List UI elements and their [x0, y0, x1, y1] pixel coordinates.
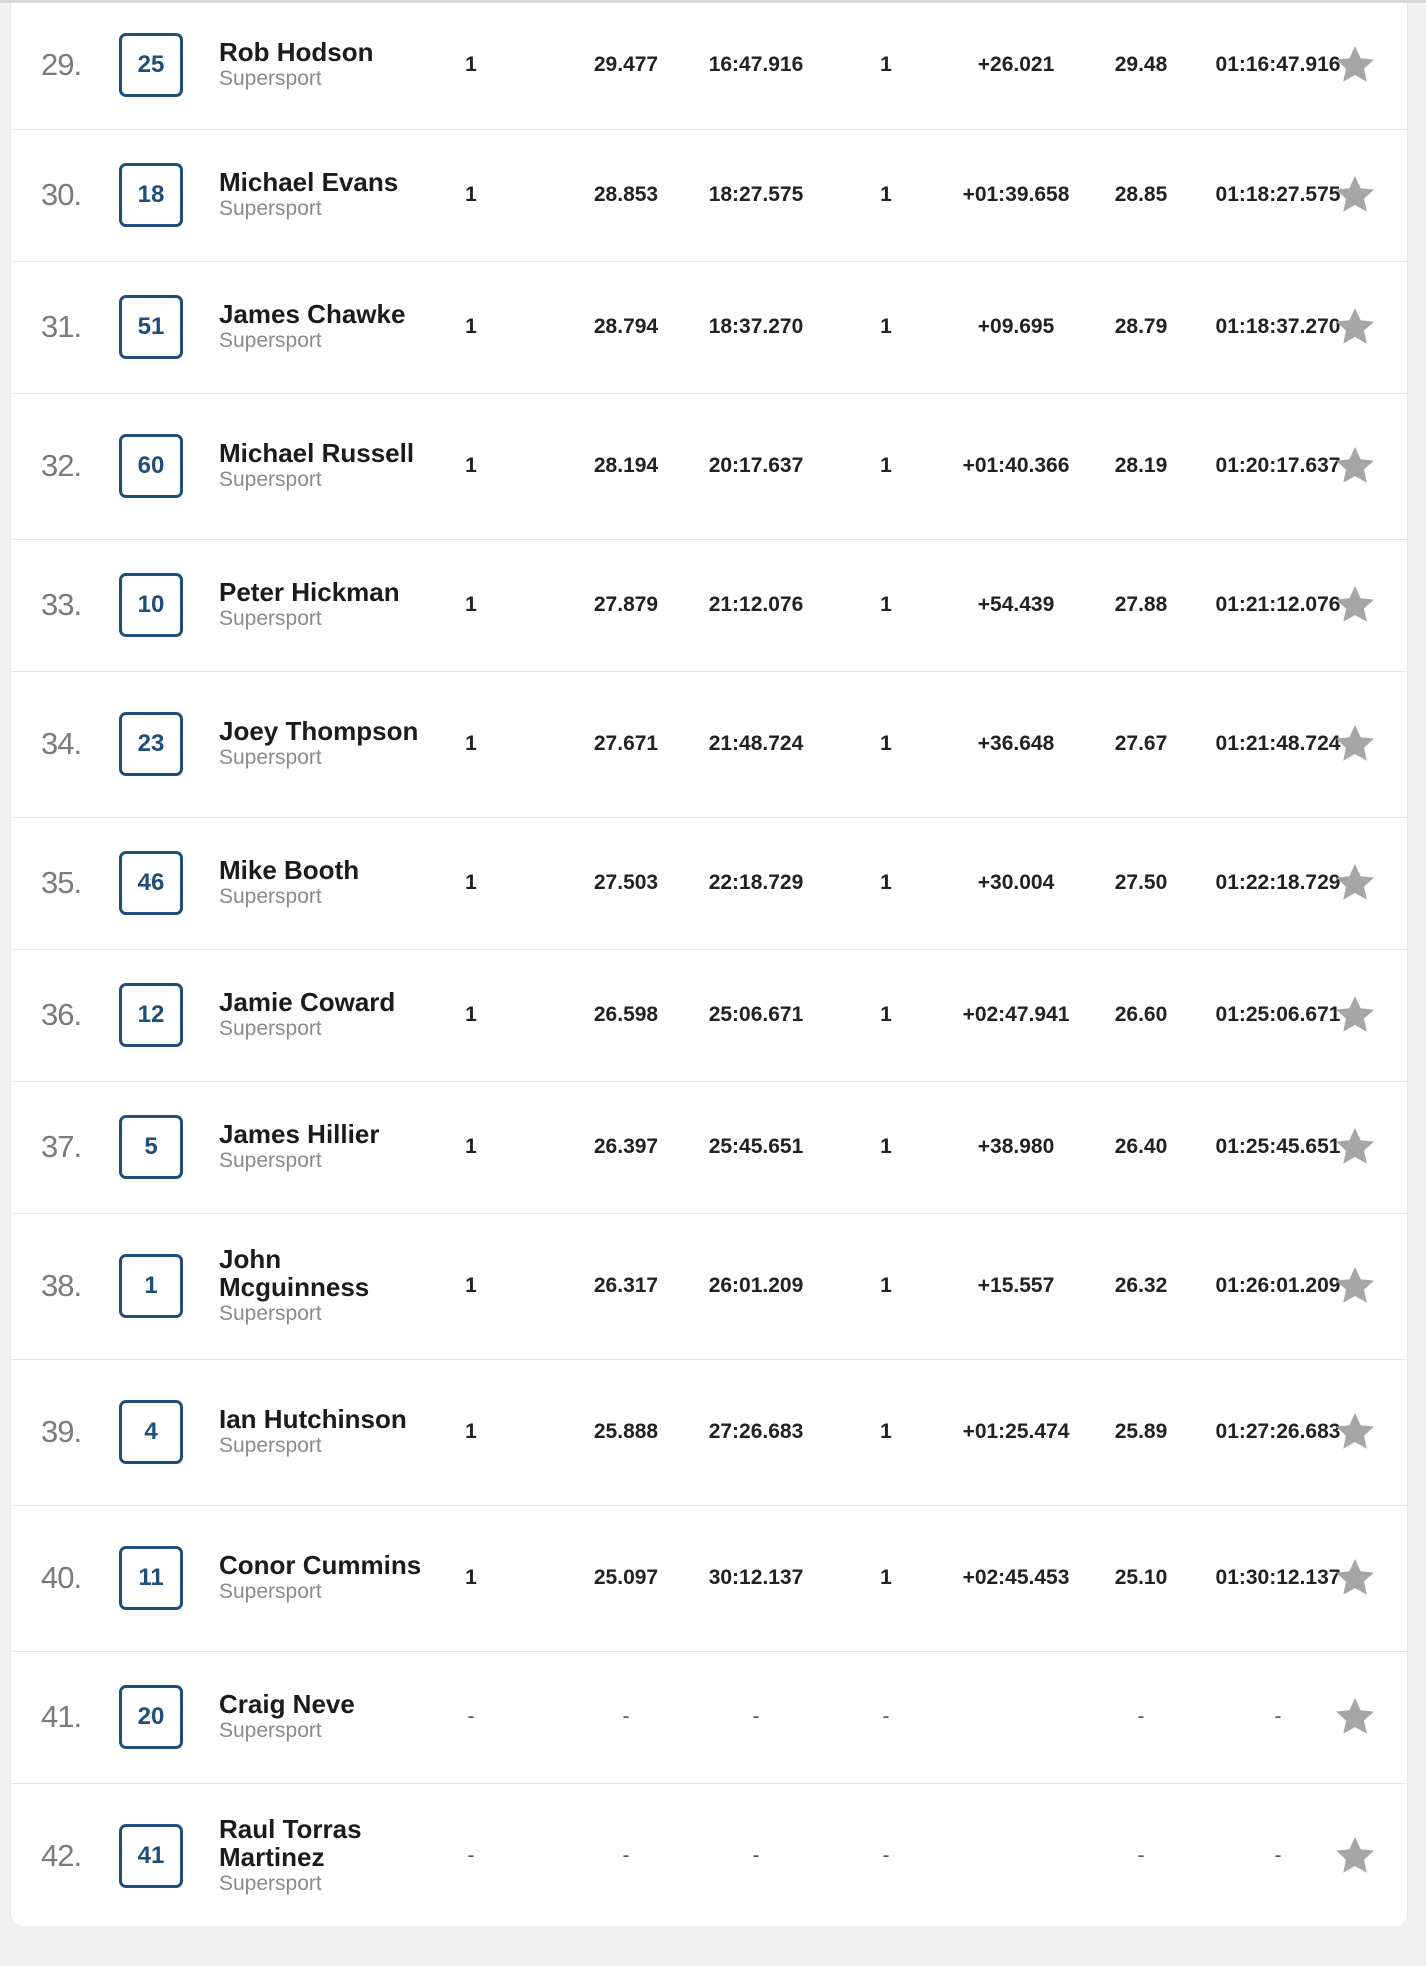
lap-value: 1: [880, 315, 892, 338]
time-value: 22:18.729: [708, 871, 804, 894]
speed-value: 28.19: [1114, 454, 1168, 477]
rider-class: Supersport: [219, 885, 322, 908]
table-row[interactable]: [11, 1213, 1407, 1360]
time-value: -: [752, 1844, 760, 1867]
laps-value: -: [467, 1705, 475, 1728]
speed-value: 29.48: [1114, 52, 1168, 76]
rider-info: [219, 439, 429, 493]
rider-info: [219, 717, 429, 771]
time-value: 25:06.671: [708, 1003, 804, 1026]
page-footer-space: [0, 1926, 1426, 1966]
lap-value: 1: [880, 732, 892, 755]
position: 37.: [41, 1129, 82, 1164]
race-number-badge: 12: [119, 983, 183, 1047]
total-time-value: 01:21:12.076: [1215, 593, 1341, 616]
laps-value: 1: [465, 1135, 477, 1158]
lap-value: 1: [880, 183, 892, 206]
position: 39.: [41, 1414, 82, 1449]
race-number-badge: 4: [119, 1400, 183, 1464]
lap-value: 1: [880, 593, 892, 616]
race-number-badge: 51: [119, 295, 183, 359]
laps-value: 1: [465, 52, 477, 76]
lap-value: 1: [880, 1135, 892, 1158]
race-number-badge: 11: [119, 1546, 183, 1610]
race-number-badge: 1: [119, 1254, 183, 1318]
star-icon: [1333, 43, 1377, 87]
gap-value: +01:25.474: [962, 1420, 1070, 1443]
avg-speed-value: 25.888: [593, 1420, 659, 1443]
rider-class: Supersport: [219, 607, 322, 630]
gap-value: +36.648: [977, 732, 1055, 755]
gap-value: +26.021: [977, 52, 1055, 76]
race-number-badge: 60: [119, 434, 183, 498]
rider-info: [219, 1405, 429, 1459]
table-row[interactable]: [11, 393, 1407, 540]
favorite-button[interactable]: [1333, 1556, 1377, 1600]
table-row[interactable]: [11, 1359, 1407, 1506]
total-time-value: 01:25:45.651: [1215, 1135, 1341, 1158]
table-row[interactable]: [11, 1505, 1407, 1652]
rider-name[interactable]: Conor Cummins: [219, 1550, 422, 1580]
laps-value: 1: [465, 1566, 477, 1589]
lap-value: -: [882, 1705, 890, 1728]
total-time-value: 01:27:26.683: [1215, 1420, 1341, 1443]
speed-value: 25.89: [1114, 1420, 1168, 1443]
race-number-badge: 18: [119, 163, 183, 227]
gap-value: +02:47.941: [962, 1003, 1070, 1026]
gap-value: +30.004: [977, 871, 1055, 894]
rider-class: Supersport: [219, 66, 322, 90]
rider-info: [219, 1120, 429, 1174]
gap-value: +15.557: [977, 1274, 1055, 1297]
rider-class: Supersport: [219, 1017, 322, 1040]
star-icon: [1333, 583, 1377, 627]
favorite-button[interactable]: [1333, 173, 1377, 217]
rider-class: Supersport: [219, 329, 322, 352]
rider-name[interactable]: Craig Neve: [219, 1689, 355, 1719]
gap-value: +02:45.453: [962, 1566, 1070, 1589]
rider-class: Supersport: [219, 197, 322, 220]
gap-value: +54.439: [977, 593, 1055, 616]
speed-value: -: [1137, 1844, 1145, 1867]
time-value: 18:37.270: [708, 315, 804, 338]
speed-value: 27.88: [1114, 593, 1168, 616]
speed-value: 26.60: [1114, 1003, 1168, 1026]
total-time-value: 01:18:37.270: [1215, 315, 1341, 338]
total-time-value: 01:22:18.729: [1215, 871, 1341, 894]
rider-info: [219, 38, 429, 92]
favorite-button[interactable]: [1333, 861, 1377, 905]
total-time-value: 01:16:47.916: [1215, 52, 1341, 76]
avg-speed-value: 28.194: [593, 454, 659, 477]
favorite-button[interactable]: [1333, 305, 1377, 349]
star-icon: [1333, 1556, 1377, 1600]
rider-class: Supersport: [219, 1872, 322, 1895]
rider-name[interactable]: James Hillier: [219, 1119, 380, 1149]
laps-value: 1: [465, 183, 477, 206]
time-value: 21:12.076: [708, 593, 804, 616]
rider-info: [219, 1245, 429, 1327]
table-row[interactable]: [11, 129, 1407, 262]
race-number-badge: 23: [119, 712, 183, 776]
race-number-badge: 25: [119, 33, 183, 97]
avg-speed-value: 27.879: [593, 593, 659, 616]
lap-value: -: [882, 1844, 890, 1867]
avg-speed-value: 28.794: [593, 315, 659, 338]
avg-speed-value: 26.598: [593, 1003, 659, 1026]
favorite-button[interactable]: [1333, 444, 1377, 488]
rider-class: Supersport: [219, 1719, 322, 1742]
time-value: 16:47.916: [708, 52, 804, 76]
laps-value: -: [467, 1844, 475, 1867]
total-time-value: 01:30:12.137: [1215, 1566, 1341, 1589]
rider-name[interactable]: Mike Booth: [219, 855, 360, 885]
time-value: 26:01.209: [708, 1274, 804, 1297]
avg-speed-value: 26.397: [593, 1135, 659, 1158]
lap-value: 1: [880, 1420, 892, 1443]
rider-info: [219, 1551, 429, 1605]
avg-speed-value: 27.503: [593, 871, 659, 894]
speed-value: 28.85: [1114, 183, 1168, 206]
rider-name[interactable]: Michael Russell: [219, 438, 415, 468]
favorite-button[interactable]: [1333, 1410, 1377, 1454]
time-value: 21:48.724: [708, 732, 804, 755]
rider-name[interactable]: Jamie Coward: [219, 987, 396, 1017]
star-icon: [1333, 1834, 1377, 1878]
position: 33.: [41, 587, 82, 622]
table-row[interactable]: [11, 261, 1407, 394]
rider-info: [219, 988, 429, 1042]
star-icon: [1333, 1125, 1377, 1169]
position: 30.: [41, 177, 82, 212]
table-row[interactable]: [11, 0, 1407, 130]
favorite-button[interactable]: [1333, 1695, 1377, 1739]
table-row[interactable]: [11, 817, 1407, 950]
position: 36.: [41, 997, 82, 1032]
rider-name[interactable]: Peter Hickman: [219, 577, 400, 607]
race-number-badge: 10: [119, 573, 183, 637]
gap-value: +09.695: [977, 315, 1055, 338]
laps-value: 1: [465, 732, 477, 755]
avg-speed-value: 29.477: [593, 52, 659, 76]
rider-name[interactable]: Ian Hutchinson: [219, 1404, 407, 1434]
star-icon: [1333, 1695, 1377, 1739]
time-value: 30:12.137: [708, 1566, 804, 1589]
time-value: 20:17.637: [708, 454, 804, 477]
total-time-value: 01:21:48.724: [1215, 732, 1341, 755]
star-icon: [1333, 305, 1377, 349]
avg-speed-value: 28.853: [593, 183, 659, 206]
rider-info: [219, 578, 429, 632]
rider-class: Supersport: [219, 1302, 322, 1325]
position: 35.: [41, 865, 82, 900]
table-row[interactable]: [11, 1651, 1407, 1784]
favorite-button[interactable]: [1333, 1834, 1377, 1878]
favorite-button[interactable]: [1333, 1264, 1377, 1308]
table-row[interactable]: [11, 671, 1407, 818]
rider-name[interactable]: Michael Evans: [219, 167, 399, 197]
favorite-button[interactable]: [1333, 993, 1377, 1037]
race-number-badge: 41: [119, 1824, 183, 1888]
speed-value: 25.10: [1114, 1566, 1168, 1589]
rider-name[interactable]: Rob Hodson: [219, 36, 374, 67]
laps-value: 1: [465, 454, 477, 477]
position: 40.: [41, 1560, 82, 1595]
results-table: [10, 3, 1408, 1926]
lap-value: 1: [880, 52, 892, 76]
position: 32.: [41, 448, 82, 483]
position: 42.: [41, 1838, 82, 1873]
speed-value: 28.79: [1114, 315, 1168, 338]
rider-name[interactable]: James Chawke: [219, 299, 406, 329]
gap-value: +38.980: [977, 1135, 1055, 1158]
total-time-value: 01:20:17.637: [1215, 454, 1341, 477]
lap-value: 1: [880, 1003, 892, 1026]
favorite-button[interactable]: [1333, 43, 1377, 87]
laps-value: 1: [465, 1003, 477, 1026]
favorite-button[interactable]: [1333, 1125, 1377, 1169]
position: 41.: [41, 1699, 82, 1734]
rider-class: Supersport: [219, 1149, 322, 1172]
total-time-value: 01:26:01.209: [1215, 1274, 1341, 1297]
rider-class: Supersport: [219, 1434, 322, 1457]
avg-speed-value: -: [622, 1705, 630, 1728]
rider-info: [219, 1815, 429, 1897]
star-icon: [1333, 993, 1377, 1037]
laps-value: 1: [465, 1420, 477, 1443]
table-row[interactable]: [11, 1783, 1407, 1929]
laps-value: 1: [465, 871, 477, 894]
position: 29.: [41, 46, 82, 82]
race-number-badge: 5: [119, 1115, 183, 1179]
rider-info: [219, 1690, 429, 1744]
lap-value: 1: [880, 454, 892, 477]
time-value: 27:26.683: [708, 1420, 804, 1443]
speed-value: 27.50: [1114, 871, 1168, 894]
lap-value: 1: [880, 1274, 892, 1297]
rider-class: Supersport: [219, 1580, 322, 1603]
star-icon: [1333, 1410, 1377, 1454]
rider-info: [219, 168, 429, 222]
gap-value: +01:39.658: [962, 183, 1070, 206]
rider-info: [219, 300, 429, 354]
total-time-value: -: [1274, 1705, 1282, 1728]
star-icon: [1333, 861, 1377, 905]
avg-speed-value: -: [622, 1844, 630, 1867]
lap-value: 1: [880, 1566, 892, 1589]
favorite-button[interactable]: [1333, 722, 1377, 766]
table-row[interactable]: [11, 949, 1407, 1082]
total-time-value: -: [1274, 1844, 1282, 1867]
race-number-badge: 46: [119, 851, 183, 915]
avg-speed-value: 25.097: [593, 1566, 659, 1589]
avg-speed-value: 26.317: [593, 1274, 659, 1297]
laps-value: 1: [465, 315, 477, 338]
avg-speed-value: 27.671: [593, 732, 659, 755]
total-time-value: 01:25:06.671: [1215, 1003, 1341, 1026]
star-icon: [1333, 173, 1377, 217]
favorite-button[interactable]: [1333, 583, 1377, 627]
position: 31.: [41, 309, 82, 344]
star-icon: [1333, 722, 1377, 766]
table-row[interactable]: [11, 539, 1407, 672]
gap-value: +01:40.366: [962, 454, 1070, 477]
speed-value: 26.40: [1114, 1135, 1168, 1158]
race-number-badge: 20: [119, 1685, 183, 1749]
laps-value: 1: [465, 1274, 477, 1297]
rider-info: [219, 856, 429, 910]
position: 34.: [41, 726, 82, 761]
total-time-value: 01:18:27.575: [1215, 183, 1341, 206]
laps-value: 1: [465, 593, 477, 616]
lap-value: 1: [880, 871, 892, 894]
star-icon: [1333, 444, 1377, 488]
rider-name[interactable]: Raul Torras Martinez: [219, 1814, 362, 1872]
speed-value: -: [1137, 1705, 1145, 1728]
rider-name[interactable]: John Mcguinness: [219, 1244, 370, 1302]
table-row[interactable]: [11, 1081, 1407, 1214]
rider-name[interactable]: Joey Thompson: [219, 716, 419, 746]
speed-value: 27.67: [1114, 732, 1168, 755]
position: 38.: [41, 1268, 82, 1303]
time-value: 25:45.651: [708, 1135, 804, 1158]
time-value: 18:27.575: [708, 183, 804, 206]
rider-class: Supersport: [219, 468, 322, 491]
speed-value: 26.32: [1114, 1274, 1168, 1297]
star-icon: [1333, 1264, 1377, 1308]
time-value: -: [752, 1705, 760, 1728]
rider-class: Supersport: [219, 746, 322, 769]
